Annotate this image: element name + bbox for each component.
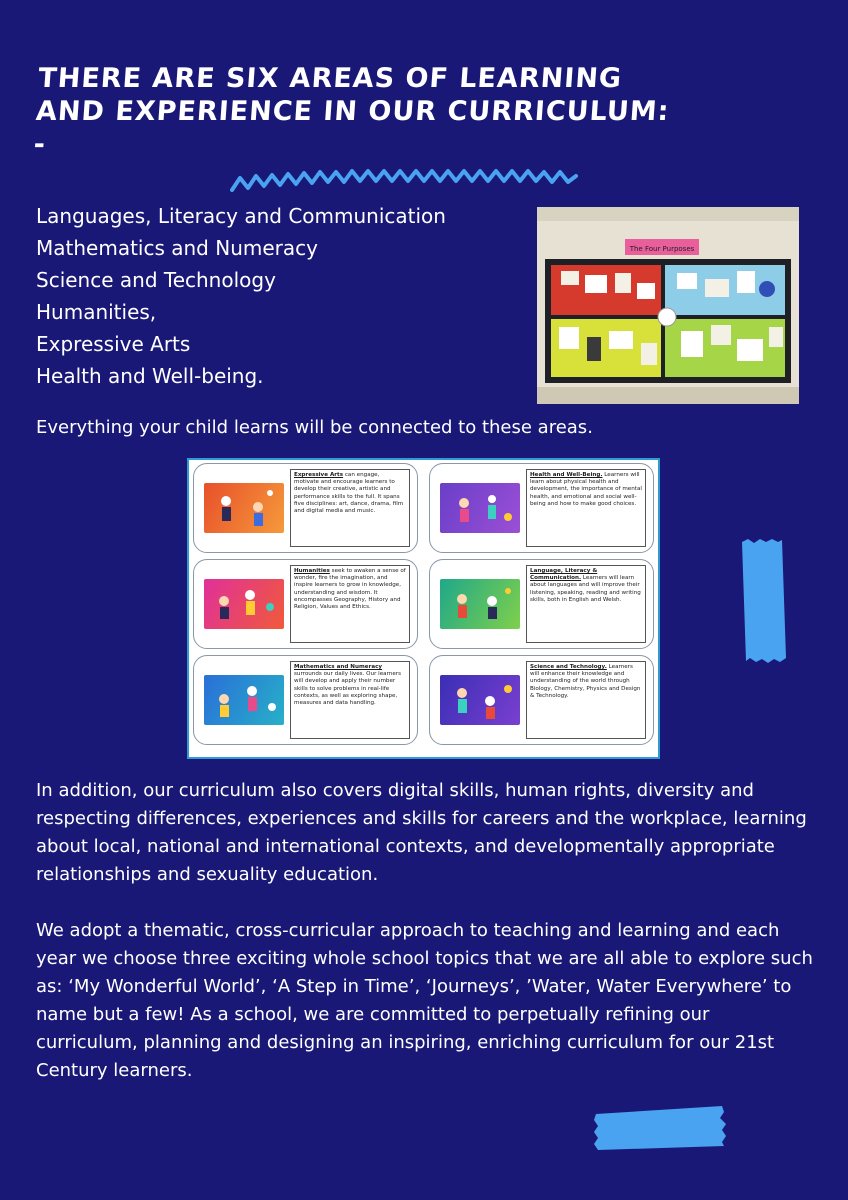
paragraph-additional-coverage: In addition, our curriculum also covers digital skills, human rights, diversity and respecting differences, experiences and skills for careers and the workplace, learning about local, national and international contexts, and developmentally appropriate relationships and sexuality education. xyxy=(36,780,807,885)
card-illustration xyxy=(440,483,520,533)
card-text xyxy=(290,661,410,739)
connect-text: Everything your child learns will be connected to these areas. xyxy=(36,417,593,438)
area-item: Expressive Arts xyxy=(36,332,191,356)
card-body: seek to awaken a sense of wonder, fire the imagination, and inspire learners to grow in knowledge, understanding and wisdom. It encompasses Geography, History and Religion, Values and Ethics. xyxy=(294,568,406,611)
card-illustration xyxy=(204,579,284,629)
card-language-literacy xyxy=(429,559,654,649)
areas-list xyxy=(36,200,526,392)
card-illustration xyxy=(440,579,520,629)
card-humanities xyxy=(193,559,418,649)
area-item: Mathematics and Numeracy xyxy=(36,236,318,260)
card-text xyxy=(526,661,646,739)
photo-banner-text: The Four Purposes xyxy=(629,245,695,253)
tape-decoration-right xyxy=(740,538,788,664)
card-body: Learners will learn about languages and will improve their listening, speaking, reading and writing skills, both in English and Welsh. xyxy=(530,575,641,603)
card-mathematics-numeracy xyxy=(193,655,418,745)
card-heading: Science and Technology. xyxy=(530,664,607,670)
card-illustration xyxy=(204,483,284,533)
card-text xyxy=(290,469,410,547)
card-text xyxy=(526,469,646,547)
area-item: Languages, Literacy and Communication xyxy=(36,204,446,228)
area-item: Science and Technology xyxy=(36,268,276,292)
tape-decoration-bottom xyxy=(592,1104,728,1152)
card-health-wellbeing xyxy=(429,463,654,553)
card-text xyxy=(290,565,410,643)
zigzag-decoration xyxy=(230,166,582,194)
card-text xyxy=(526,565,646,643)
card-body: surrounds our daily lives. Our learners will develop and apply their number skills to solve problems in real-life contexts, as well as exploring shape, measures and data handling. xyxy=(294,671,401,707)
card-science-technology xyxy=(429,655,654,745)
areas-infographic xyxy=(187,458,660,759)
card-illustration xyxy=(440,675,520,725)
card-heading: Health and Well-Being. xyxy=(530,472,603,478)
card-heading: Language, Literacy & Communication. xyxy=(530,568,598,582)
card-body: Learners will enhance their knowledge and understanding of the world through Biology, Chemistry, Physics and Design & Technology. xyxy=(530,664,641,699)
paragraph-thematic-approach: We adopt a thematic, cross-curricular approach to teaching and learning and each year we choose three exciting whole school topics that we are all able to explore such as: ‘My Wonderful World’, ‘A Step in Time’, ‘Journeys’, ’Water, Water Everywhere’ to name but a few! As a school, we are committed to perpetually refining our curriculum, planning and designing an inspiring, enriching curriculum for our 21st Century learners. xyxy=(36,920,813,1081)
area-item: Health and Well-being. xyxy=(36,364,264,388)
card-heading: Expressive Arts xyxy=(294,472,344,478)
card-body: can engage, motivate and encourage learners to develop their creative, artistic and performance skills to the full. It spans five disciplines: art, dance, drama, film and digital media and music. xyxy=(294,472,404,515)
page-title: THERE ARE SIX AREAS OF LEARNING AND EXPERIENCE IN OUR CURRICULUM: - xyxy=(32,63,671,160)
card-heading: Mathematics and Numeracy xyxy=(294,664,383,670)
card-body: Learners will learn about physical health and development, the importance of mental health, and emotional and social well-being and how to make good choices. xyxy=(530,472,642,507)
card-illustration xyxy=(204,675,284,725)
classroom-display-photo xyxy=(537,207,799,404)
area-item: Humanities, xyxy=(36,300,157,324)
card-expressive-arts xyxy=(193,463,418,553)
card-heading: Humanities xyxy=(294,568,330,574)
